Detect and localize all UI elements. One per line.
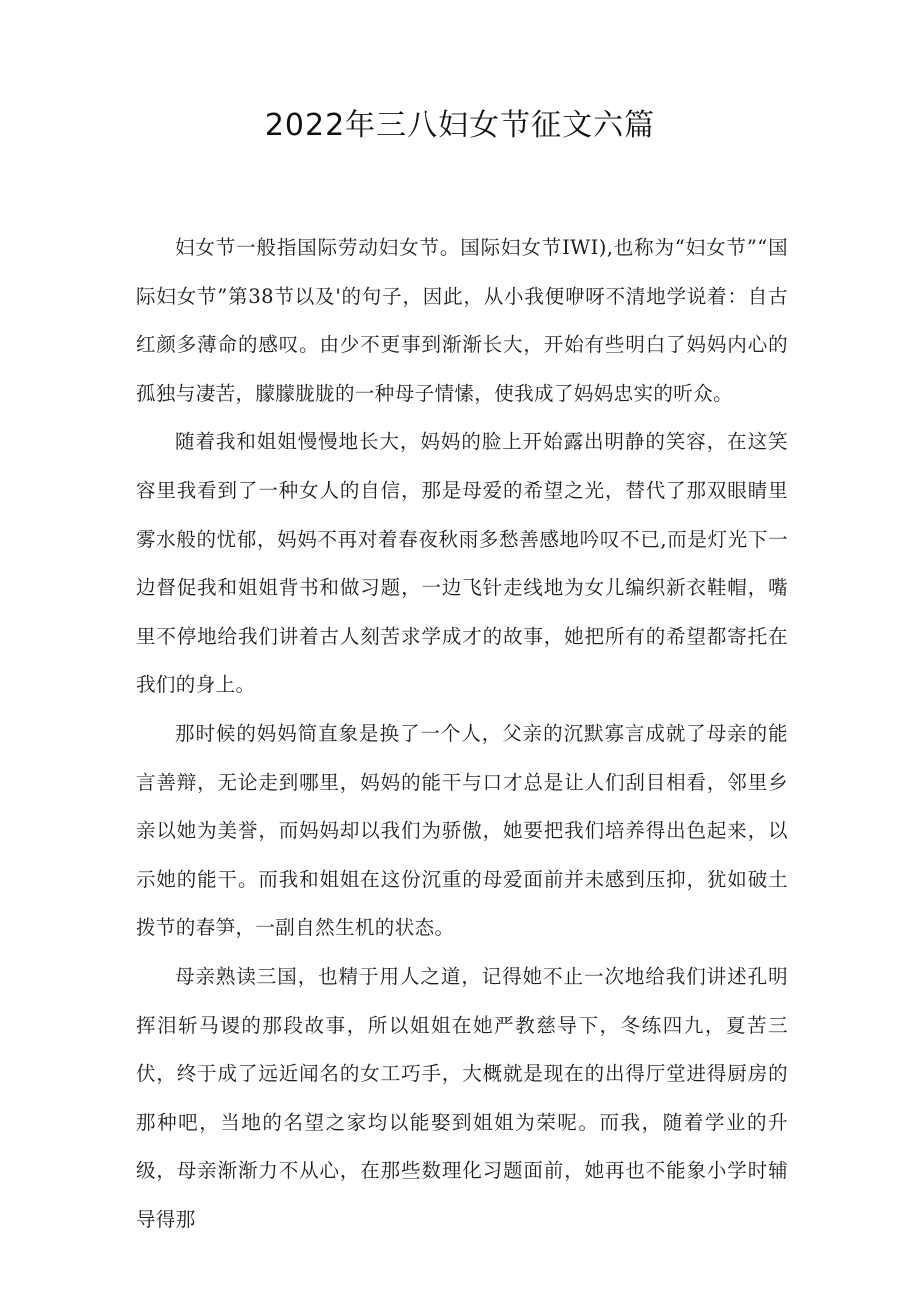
paragraph: 母亲熟读三国，也精于用人之道，记得她不止一次地给我们讲述孔明挥泪斩马谡的那段故事，所以姐姐在她严教慈导下，冬练四九，夏苦三伏，终于成了远近闻名的女工巧手，大概就是现在的出得厅堂进得厨房的那种吧，当地的名望之家均以能娶到姐姐为荣呢。而我，随着学业的升级，母亲渐渐力不从心，在那些数理化习题面前，她再也不能象小学时辅导得那 xyxy=(136,964,788,1231)
document-title: 2022年三八妇女节征文六篇 xyxy=(264,108,656,143)
paragraph: 随着我和姐姐慢慢地长大，妈妈的脸上开始露出明静的笑容，在这笑容里我看到了一种女人的自信，那是母爱的希望之光，替代了那双眼睛里雾水般的忧郁，妈妈不再对着春夜秋雨多愁善感地吟叹不已,而是灯光下一边督促我和姐姐背书和做习题，一边飞针走线地为女儿编织新衣鞋帽，嘴里不停地给我们讲着古人刻苦求学成才的故事，她把所有的希望都寄托在我们的身上。 xyxy=(136,430,788,697)
paragraph: 那时候的妈妈简直象是换了一个人，父亲的沉默寡言成就了母亲的能言善辩，无论走到哪里，妈妈的能干与口才总是让人们刮目相看，邻里乡亲以她为美誉，而妈妈却以我们为骄傲，她要把我们培养得出色起来，以示她的能干。而我和姐姐在这份沉重的母爱面前并未感到压抑，犹如破土拨节的春笋，一副自然生机的状态。 xyxy=(136,721,788,940)
document-body xyxy=(136,224,788,1244)
paragraph: 妇女节一般指国际劳动妇女节。国际妇女节IWI),也称为“妇女节”“国际妇女节”第38节以及'的句子，因此，从小我便咿呀不清地学说着：自古红颜多薄命的感叹。由少不更事到渐渐长大，开始有些明白了妈妈内心的孤独与凄苦，朦朦胧胧的一种母子情愫，使我成了妈妈忠实的听众。 xyxy=(136,236,788,405)
